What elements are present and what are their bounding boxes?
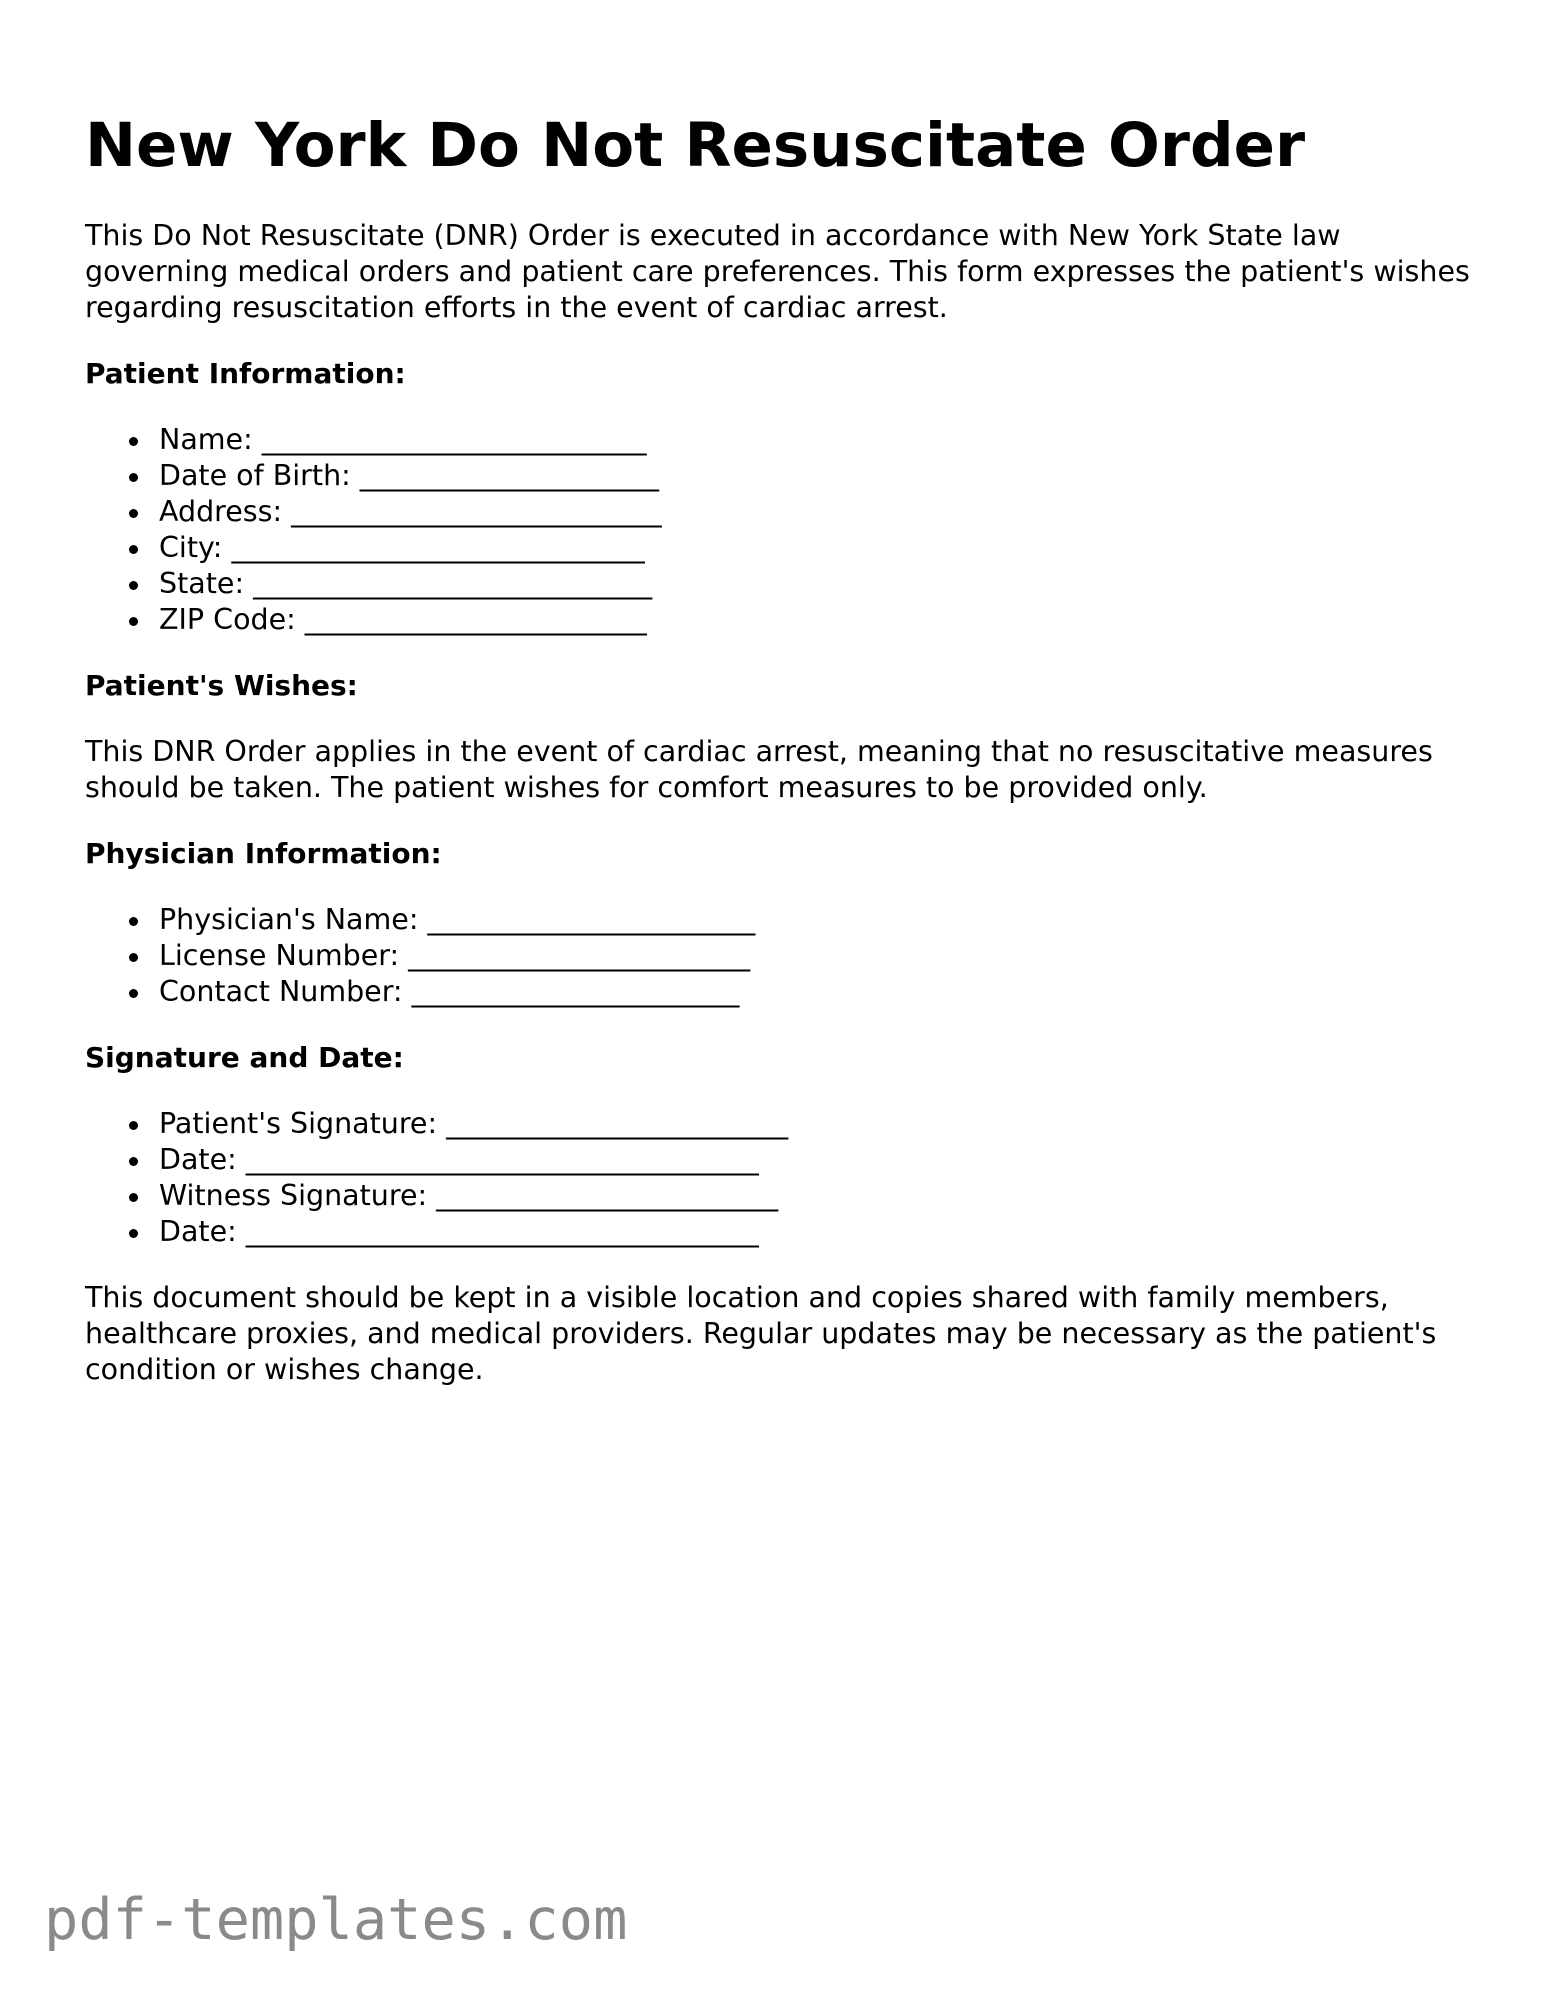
signature-list xyxy=(85,1106,1485,1250)
document-title: New York Do Not Resuscitate Order xyxy=(85,110,1306,181)
witness-signature-field: Witness Signature: ________________________ xyxy=(159,1178,1485,1214)
patient-signature-date-field: Date: ____________________________________ xyxy=(159,1142,1485,1178)
physician-info-list xyxy=(85,902,1485,1010)
patient-info-heading: Patient Information: xyxy=(85,357,406,390)
patient-name-field: Name: ___________________________ xyxy=(159,422,1485,458)
patient-city-field: City: _____________________________ xyxy=(159,530,1485,566)
contact-number-field: Contact Number: _______________________ xyxy=(159,974,1485,1010)
patient-zip-field: ZIP Code: ________________________ xyxy=(159,602,1485,638)
patient-wishes-heading: Patient's Wishes: xyxy=(85,669,358,702)
patient-state-field: State: ____________________________ xyxy=(159,566,1485,602)
physician-name-field: Physician's Name: _______________________ xyxy=(159,902,1485,938)
witness-signature-date-field: Date: ____________________________________ xyxy=(159,1214,1485,1250)
closing-paragraph: This document should be kept in a visible location and copies shared with family members, healthcare proxies, and medical providers. Regular updates may be necessary as the patient's condition or wishes change. xyxy=(85,1281,1437,1386)
document-page xyxy=(85,0,1485,1388)
patient-info-list xyxy=(85,422,1485,638)
patient-dob-field: Date of Birth: _____________________ xyxy=(159,458,1485,494)
signature-heading: Signature and Date: xyxy=(85,1041,404,1074)
intro-paragraph: This Do Not Resuscitate (DNR) Order is executed in accordance with New York State law governing medical orders and patient care preferences. This form expresses the patient's wishes regarding resuscitation efforts in the event of cardiac arrest. xyxy=(85,219,1470,324)
patient-address-field: Address: __________________________ xyxy=(159,494,1485,530)
license-number-field: License Number: ________________________ xyxy=(159,938,1485,974)
watermark: pdf-templates.com xyxy=(44,1887,628,1953)
patient-wishes-paragraph: This DNR Order applies in the event of cardiac arrest, meaning that no resuscitative measures should be taken. The patient wishes for comfort measures to be provided only. xyxy=(85,735,1433,804)
patient-signature-field: Patient's Signature: ________________________ xyxy=(159,1106,1485,1142)
physician-info-heading: Physician Information: xyxy=(85,837,442,870)
